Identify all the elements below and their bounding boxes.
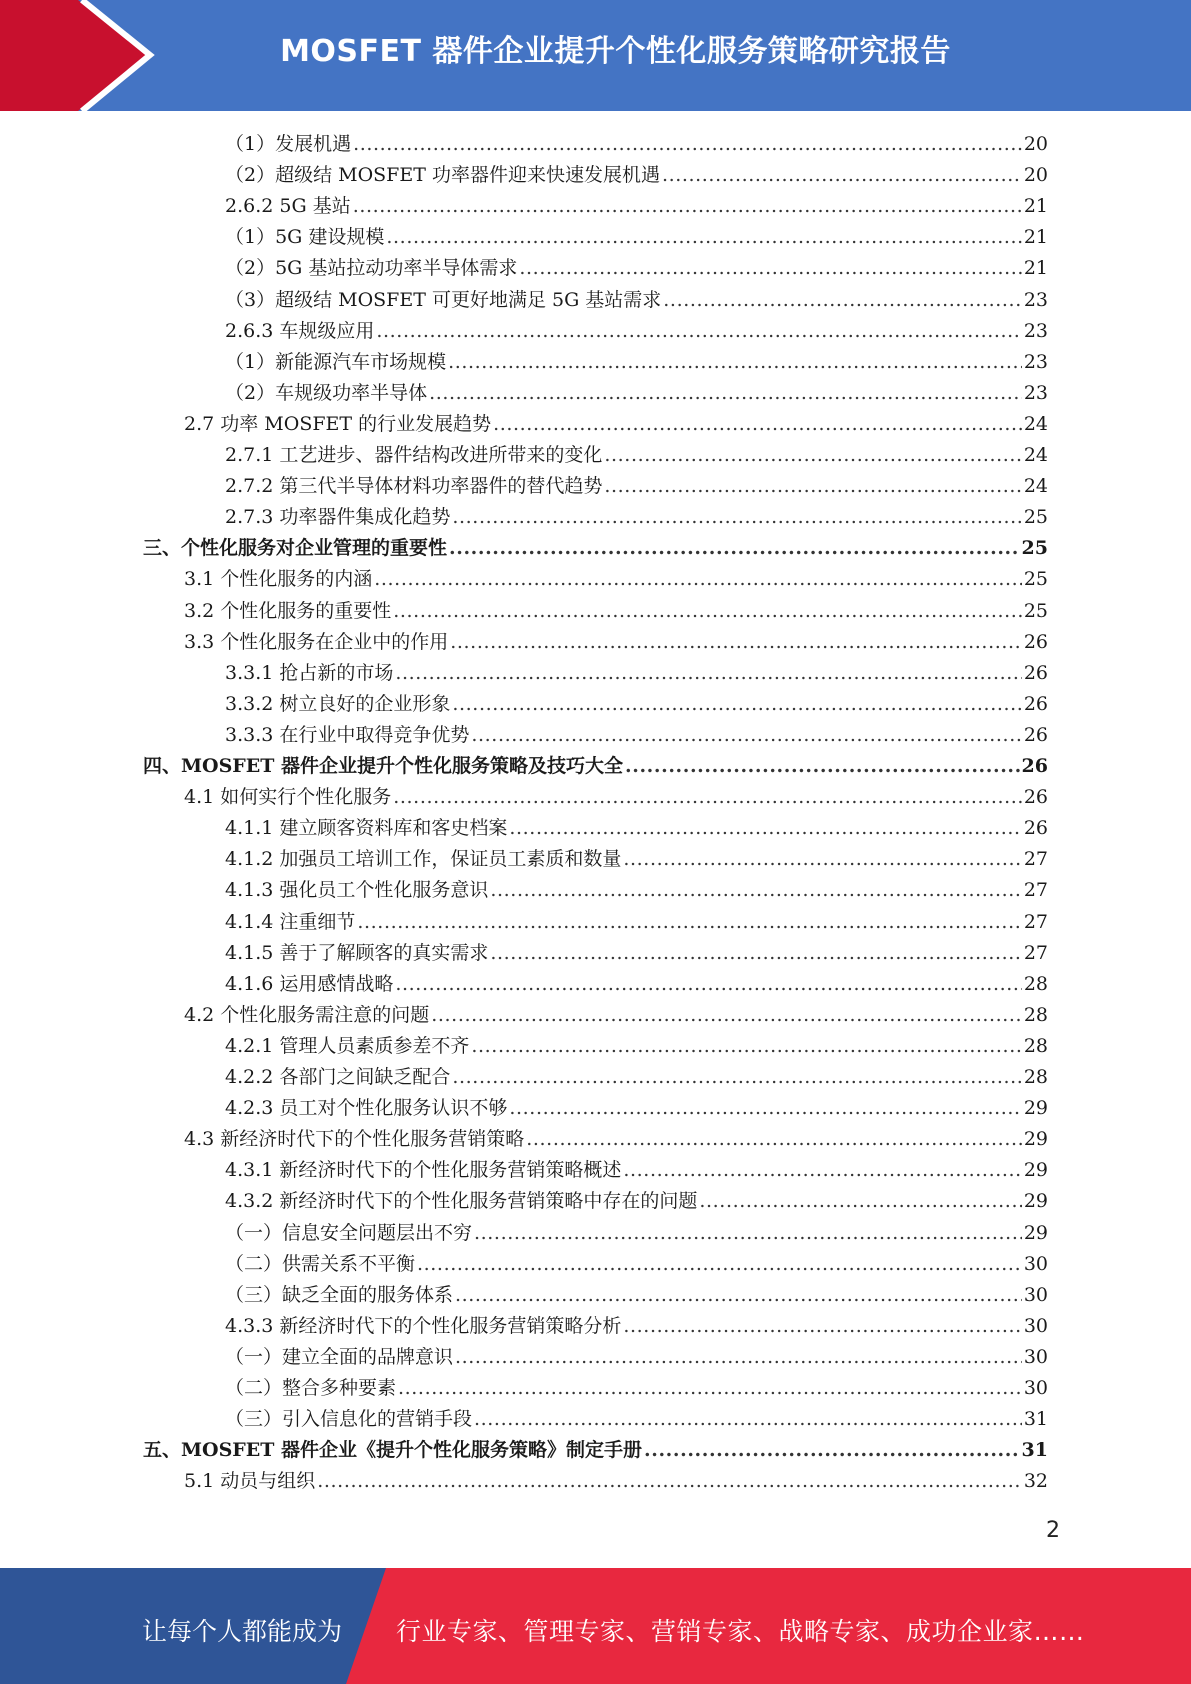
toc-entry-page: 23 — [1023, 350, 1048, 373]
toc-leader-dots — [398, 1377, 1022, 1399]
toc-entry[interactable] — [225, 1062, 1048, 1093]
toc-entry-label: 4.1 如何实行个性化服务 — [184, 786, 392, 809]
toc-leader-dots — [417, 1253, 1022, 1275]
footer-slogan-left: 让每个人都能成为 — [142, 1617, 343, 1646]
toc-entry-label: （2）车规级功率半导体 — [225, 381, 428, 404]
toc-leader-dots — [353, 133, 1022, 155]
toc-entry-label: 三、个性化服务对企业管理的重要性 — [143, 537, 448, 560]
toc-entry[interactable] — [225, 1093, 1048, 1124]
toc-entry-page: 27 — [1023, 879, 1048, 902]
toc-entry-label: 4.1.4 注重细节 — [225, 910, 356, 933]
toc-entry[interactable] — [225, 347, 1048, 378]
toc-entry-page: 28 — [1023, 972, 1048, 995]
toc-leader-dots — [395, 662, 1021, 684]
toc-entry[interactable] — [225, 1311, 1048, 1342]
toc-entry-page: 30 — [1023, 1283, 1048, 1306]
toc-leader-dots — [395, 973, 1021, 995]
toc-entry-page: 25 — [1023, 599, 1048, 622]
toc-leader-dots — [452, 693, 1021, 715]
toc-leader-dots — [449, 537, 1020, 559]
toc-entry-label: （二）供需关系不平衡 — [225, 1252, 416, 1275]
toc-entry-label: 3.3.1 抢占新的市场 — [225, 661, 394, 684]
toc-entry-label: （1）5G 建设规模 — [225, 226, 385, 249]
toc-entry-page: 23 — [1023, 381, 1048, 404]
toc-entry[interactable] — [184, 564, 1048, 595]
toc-entry[interactable] — [225, 658, 1048, 689]
toc-entry-label: 3.3.3 在行业中取得竞争优势 — [225, 723, 470, 746]
toc-entry-label: 4.2 个性化服务需注意的问题 — [184, 1003, 430, 1026]
toc-entry-label: 4.1.3 强化员工个性化服务意识 — [225, 879, 489, 902]
toc-entry-page: 26 — [1021, 755, 1048, 777]
toc-entry-label: （3）超级结 MOSFET 可更好地满足 5G 基站需求 — [225, 288, 662, 311]
toc-leader-dots — [509, 817, 1021, 839]
toc-entry[interactable] — [225, 1218, 1048, 1249]
toc-entry[interactable] — [225, 1249, 1048, 1280]
toc-entry[interactable] — [225, 1155, 1048, 1186]
toc-entry-page: 30 — [1023, 1345, 1048, 1368]
toc-leader-dots — [519, 257, 1021, 279]
toc-entry-label: 2.6.2 5G 基站 — [225, 195, 351, 218]
toc-entry-label: （2）5G 基站拉动功率半导体需求 — [225, 257, 518, 280]
toc-entry-page: 27 — [1023, 848, 1048, 871]
toc-entry-page: 27 — [1023, 910, 1048, 933]
toc-entry-label: 4.3.1 新经济时代下的个性化服务营销策略概述 — [225, 1159, 622, 1182]
toc-entry-label: 4.3.2 新经济时代下的个性化服务营销策略中存在的问题 — [225, 1190, 698, 1213]
toc-entry-page: 25 — [1021, 537, 1048, 560]
toc-entry-page: 24 — [1023, 412, 1048, 435]
toc-entry-label: （三）引入信息化的营销手段 — [225, 1408, 473, 1431]
toc-leader-dots — [374, 568, 1022, 590]
toc-entry-label: （一）信息安全问题层出不穷 — [225, 1221, 473, 1244]
toc-leader-dots — [662, 164, 1022, 186]
toc-entry[interactable] — [225, 222, 1048, 253]
toc-entry-label: 2.7 功率 MOSFET 的行业发展趋势 — [184, 412, 492, 435]
toc-entry[interactable] — [225, 813, 1048, 844]
toc-leader-dots — [493, 413, 1022, 435]
toc-entry[interactable] — [225, 1404, 1048, 1435]
toc-entry-page: 29 — [1023, 1190, 1048, 1213]
toc-entry-page: 26 — [1023, 817, 1048, 840]
toc-leader-dots — [490, 879, 1021, 901]
toc-leader-dots — [644, 1439, 1020, 1461]
toc-entry-label: （2）超级结 MOSFET 功率器件迎来快速发展机遇 — [225, 164, 660, 187]
toc-leader-dots — [431, 1004, 1022, 1026]
toc-leader-dots — [623, 1315, 1021, 1337]
toc-entry-label: 4.3 新经济时代下的个性化服务营销策略 — [184, 1128, 525, 1151]
toc-entry-label: 2.6.3 车规级应用 — [225, 319, 375, 342]
toc-entry-page: 26 — [1023, 692, 1048, 715]
toc-entry-label: 4.2.1 管理人员素质参差不齐 — [225, 1034, 470, 1057]
toc-entry-page: 26 — [1023, 723, 1048, 746]
toc-entry-label: 3.3.2 树立良好的企业形象 — [225, 692, 451, 715]
toc-entry-page: 30 — [1023, 1314, 1048, 1337]
toc-entry-label: （一）建立全面的品牌意识 — [225, 1345, 454, 1368]
toc-entry[interactable] — [184, 596, 1048, 627]
toc-entry-page: 27 — [1023, 941, 1048, 964]
toc-entry-page: 30 — [1023, 1252, 1048, 1275]
toc-entry-label: 4.1.6 运用感情战略 — [225, 972, 394, 995]
toc-entry-label: 2.7.3 功率器件集成化趋势 — [225, 506, 451, 529]
toc-entry-page: 24 — [1023, 444, 1048, 466]
toc-leader-dots — [471, 1035, 1021, 1057]
toc-entry-page: 28 — [1023, 1066, 1048, 1088]
toc-leader-dots — [353, 195, 1022, 217]
toc-entry[interactable] — [225, 875, 1048, 906]
toc-entry-page: 21 — [1023, 195, 1048, 218]
toc-leader-dots — [471, 724, 1021, 746]
toc-entry-label: （1）新能源汽车市场规模 — [225, 350, 447, 373]
toc-entry-label: （二）整合多种要素 — [225, 1377, 397, 1399]
toc-leader-dots — [386, 226, 1021, 248]
toc-leader-dots — [376, 320, 1021, 342]
toc-leader-dots — [526, 1128, 1022, 1150]
toc-entry-label: 3.1 个性化服务的内涵 — [184, 568, 373, 591]
toc-leader-dots — [429, 382, 1022, 404]
toc-entry[interactable] — [225, 969, 1048, 1000]
toc-leader-dots — [474, 1408, 1022, 1430]
toc-entry-page: 29 — [1023, 1221, 1048, 1244]
toc-entry[interactable] — [225, 285, 1048, 316]
toc-entry[interactable] — [225, 844, 1048, 875]
toc-entry[interactable] — [184, 627, 1048, 658]
toc-entry-page: 23 — [1023, 319, 1048, 342]
toc-leader-dots — [490, 942, 1021, 964]
page-header — [0, 0, 1191, 111]
page-footer — [0, 1568, 1191, 1684]
toc-entry[interactable] — [143, 751, 1048, 782]
footer-slogan-right: 行业专家、管理专家、营销专家、战略专家、成功企业家…… — [396, 1617, 1085, 1646]
toc-entry-page: 29 — [1023, 1097, 1048, 1120]
toc-leader-dots — [623, 1159, 1021, 1181]
toc-entry-label: 2.7.1 工艺进步、器件结构改进所带来的变化 — [225, 444, 603, 466]
toc-entry[interactable] — [225, 378, 1048, 409]
toc-leader-dots — [623, 848, 1021, 870]
toc-entry-label: 3.3 个性化服务在企业中的作用 — [184, 630, 449, 653]
toc-entry-page: 29 — [1023, 1159, 1048, 1182]
toc-leader-dots — [450, 631, 1022, 653]
report-title: MOSFET 器件企业提升个性化服务策略研究报告 — [280, 34, 951, 69]
toc-entry-page: 26 — [1023, 630, 1048, 653]
toc-entry[interactable] — [225, 1373, 1048, 1404]
toc-leader-dots — [393, 786, 1022, 808]
toc-leader-dots — [452, 506, 1021, 528]
toc-entry[interactable] — [225, 1342, 1048, 1373]
toc-entry[interactable] — [225, 191, 1048, 222]
toc-entry[interactable] — [225, 907, 1048, 938]
toc-leader-dots — [357, 911, 1021, 933]
toc-entry[interactable] — [184, 1124, 1048, 1155]
toc-entry[interactable] — [225, 160, 1048, 191]
toc-entry[interactable] — [143, 1435, 1048, 1466]
toc-entry-page: 30 — [1023, 1377, 1048, 1399]
toc-leader-dots — [317, 1470, 1022, 1492]
toc-entry[interactable] — [225, 1031, 1048, 1062]
toc-entry[interactable] — [225, 1280, 1048, 1311]
toc-leader-dots — [448, 351, 1022, 373]
toc-entry-label: （1）发展机遇 — [225, 133, 352, 155]
toc-entry-page: 26 — [1023, 786, 1048, 809]
toc-entry-label: 4.1.2 加强员工培训工作，保证员工素质和数量 — [225, 848, 622, 871]
toc-entry-page: 25 — [1023, 506, 1048, 529]
toc-entry[interactable] — [225, 129, 1048, 160]
toc-entry-label: 4.2.2 各部门之间缺乏配合 — [225, 1066, 451, 1088]
toc-entry-label: 四、MOSFET 器件企业提升个性化服务策略及技巧大全 — [143, 755, 624, 777]
toc-entry-page: 31 — [1023, 1408, 1048, 1431]
toc-entry-page: 21 — [1023, 257, 1048, 280]
toc-entry-label: 2.7.2 第三代半导体材料功率器件的替代趋势 — [225, 475, 603, 498]
toc-entry-page: 29 — [1023, 1128, 1048, 1151]
toc-entry-page: 31 — [1021, 1439, 1048, 1462]
toc-leader-dots — [455, 1346, 1022, 1368]
toc-entry[interactable] — [225, 316, 1048, 347]
toc-entry-page: 24 — [1023, 475, 1048, 498]
toc-entry-label: 4.1.5 善于了解顾客的真实需求 — [225, 941, 489, 964]
toc-entry-label: 5.1 动员与组织 — [184, 1470, 316, 1493]
toc-entry[interactable] — [184, 409, 1048, 440]
toc-entry[interactable] — [225, 938, 1048, 969]
toc-entry-page: 28 — [1023, 1003, 1048, 1026]
toc-entry-page: 23 — [1023, 288, 1048, 311]
toc-entry[interactable] — [225, 502, 1048, 533]
toc-entry-page: 28 — [1023, 1034, 1048, 1057]
toc-leader-dots — [393, 600, 1022, 622]
toc-entry-label: 五、MOSFET 器件企业《提升个性化服务策略》制定手册 — [143, 1439, 643, 1462]
page-number: 2 — [1046, 1518, 1060, 1543]
toc-entry-page: 26 — [1023, 661, 1048, 684]
toc-entry-label: 3.2 个性化服务的重要性 — [184, 599, 392, 622]
toc-leader-dots — [604, 475, 1021, 497]
toc-entry-label: 4.3.3 新经济时代下的个性化服务营销策略分析 — [225, 1314, 622, 1337]
toc-leader-dots — [663, 289, 1022, 311]
toc-entry[interactable] — [225, 471, 1048, 502]
toc-entry-page: 20 — [1023, 164, 1048, 187]
toc-entry-label: 4.1.1 建立顾客资料库和客史档案 — [225, 817, 508, 840]
toc-leader-dots — [452, 1066, 1021, 1088]
toc-leader-dots — [604, 444, 1021, 466]
toc-leader-dots — [699, 1190, 1021, 1212]
toc-entry-page: 25 — [1023, 568, 1048, 591]
toc-entry[interactable] — [225, 1186, 1048, 1217]
toc-leader-dots — [625, 755, 1020, 777]
toc-entry[interactable] — [225, 689, 1048, 720]
toc-entry-page: 20 — [1023, 133, 1048, 155]
toc-entry-label: 4.2.3 员工对个性化服务认识不够 — [225, 1097, 508, 1120]
toc-entry[interactable] — [184, 1000, 1048, 1031]
toc-entry[interactable] — [225, 440, 1048, 471]
toc-leader-dots — [509, 1097, 1021, 1119]
toc-entry-label: （三）缺乏全面的服务体系 — [225, 1283, 454, 1306]
toc-entry[interactable] — [184, 782, 1048, 813]
toc-leader-dots — [455, 1284, 1022, 1306]
toc-leader-dots — [474, 1222, 1022, 1244]
toc-entry-page: 21 — [1023, 226, 1048, 249]
toc-entry-page: 32 — [1023, 1470, 1048, 1493]
toc-entry[interactable] — [184, 1466, 1048, 1497]
toc-entry[interactable] — [225, 253, 1048, 284]
toc-entry[interactable] — [225, 720, 1048, 751]
toc-entry[interactable] — [143, 533, 1048, 564]
